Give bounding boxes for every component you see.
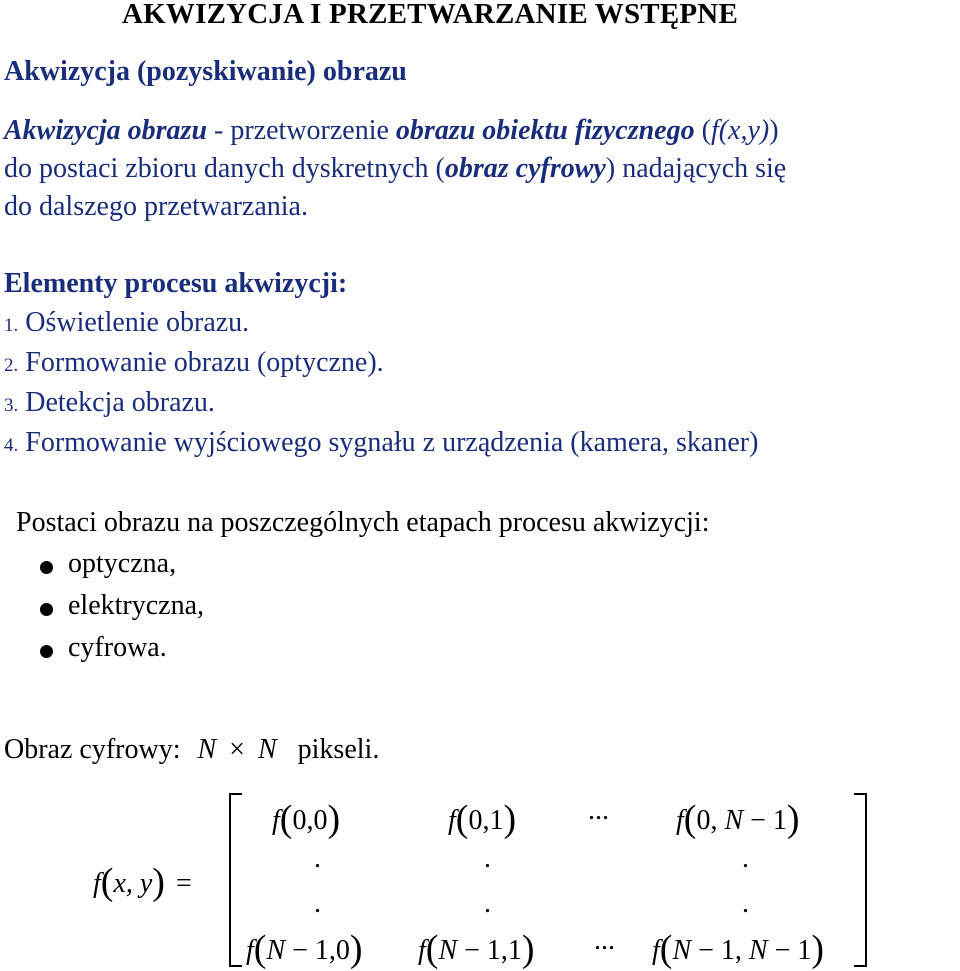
equals-sign: = [175, 868, 192, 899]
paren-close: ) [152, 861, 165, 903]
digital-image-line [4, 734, 379, 766]
bullet-icon [40, 561, 53, 574]
bullet-text: elektryczna, [68, 590, 205, 621]
matrix-cell: f(0,0) [272, 798, 341, 840]
bullet-item [68, 590, 204, 622]
matrix-dot: . [484, 843, 491, 874]
matrix-dot: . [742, 888, 749, 919]
matrix-dot: . [484, 888, 491, 919]
list-item-number: 2. [4, 355, 19, 376]
bullet-text: cyfrowa. [68, 632, 167, 663]
digital-image-term: obraz cyfrowy [444, 153, 606, 184]
list-item [4, 347, 384, 379]
list-item-text: Formowanie wyjściowego sygnału z urządzenia (kamera, skaner) [25, 427, 759, 458]
list-item [4, 307, 249, 339]
elements-heading: Elementy procesu akwizycji: [4, 268, 348, 299]
matrix-dot: . [314, 843, 321, 874]
list-item-number: 1. [4, 315, 19, 336]
bullet-text: optyczna, [68, 548, 177, 579]
matrix-cell: ... [594, 925, 615, 956]
paren-open: ( [694, 115, 711, 146]
n-symbol: N [257, 734, 277, 765]
matrix-lhs [93, 858, 192, 902]
list-item-number: 3. [4, 395, 19, 416]
matrix-dot: . [314, 888, 321, 919]
bullet-icon [40, 603, 53, 616]
definition-object: obrazu obiektu fizycznego [395, 115, 695, 146]
paren-open: ( [100, 861, 114, 903]
list-item [4, 387, 215, 419]
list-item-text: Formowanie obrazu (optyczne). [25, 347, 384, 378]
lhs-f: f [93, 868, 101, 899]
definition-line-2 [4, 150, 786, 188]
list-item [4, 427, 758, 459]
definition-line-1 [4, 112, 779, 150]
list-item-number: 4. [4, 435, 19, 456]
bullet-item [68, 632, 167, 664]
times-symbol: × [229, 734, 245, 765]
function-fxy: f(x,y) [710, 115, 770, 146]
n-symbol: N [197, 734, 217, 765]
list-item-text: Oświetlenie obrazu. [25, 307, 250, 338]
forms-intro: Postaci obrazu na poszczególnych etapach procesu akwizycji: [16, 507, 710, 538]
page-title: AKWIZYCJA I PRZETWARZANIE WSTĘPNE [122, 0, 738, 30]
matrix-cell: f(N − 1,1) [418, 928, 535, 970]
left-bracket [230, 794, 242, 966]
definition-line-2-start: do postaci zbioru danych dyskretnych ( [4, 153, 445, 184]
list-item-text: Detekcja obrazu. [25, 387, 215, 418]
matrix-cell: f(N − 1, N − 1) [652, 928, 825, 970]
lhs-args: x, y [113, 868, 153, 899]
definition-dash: - przetworzenie [207, 115, 396, 146]
right-bracket [854, 794, 866, 966]
definition-term: Akwizycja obrazu [4, 115, 208, 146]
bullet-item [68, 548, 176, 580]
definition-line-2-end: ) nadających się [605, 153, 787, 184]
bullet-icon [40, 645, 53, 658]
digital-label: Obraz cyfrowy: [4, 734, 181, 765]
pixels-label: pikseli. [297, 734, 380, 765]
matrix-dot: . [742, 843, 749, 874]
paren-close: ) [769, 115, 779, 146]
matrix-cell: f(0,1) [448, 798, 517, 840]
matrix-cell: f(0, N − 1) [676, 798, 800, 840]
matrix-cell: f(N − 1,0) [246, 928, 363, 970]
matrix-cell: ... [588, 795, 609, 826]
definition-line-3: do dalszego przetwarzania. [4, 191, 308, 222]
section-heading: Akwizycja (pozyskiwanie) obrazu [4, 56, 407, 87]
